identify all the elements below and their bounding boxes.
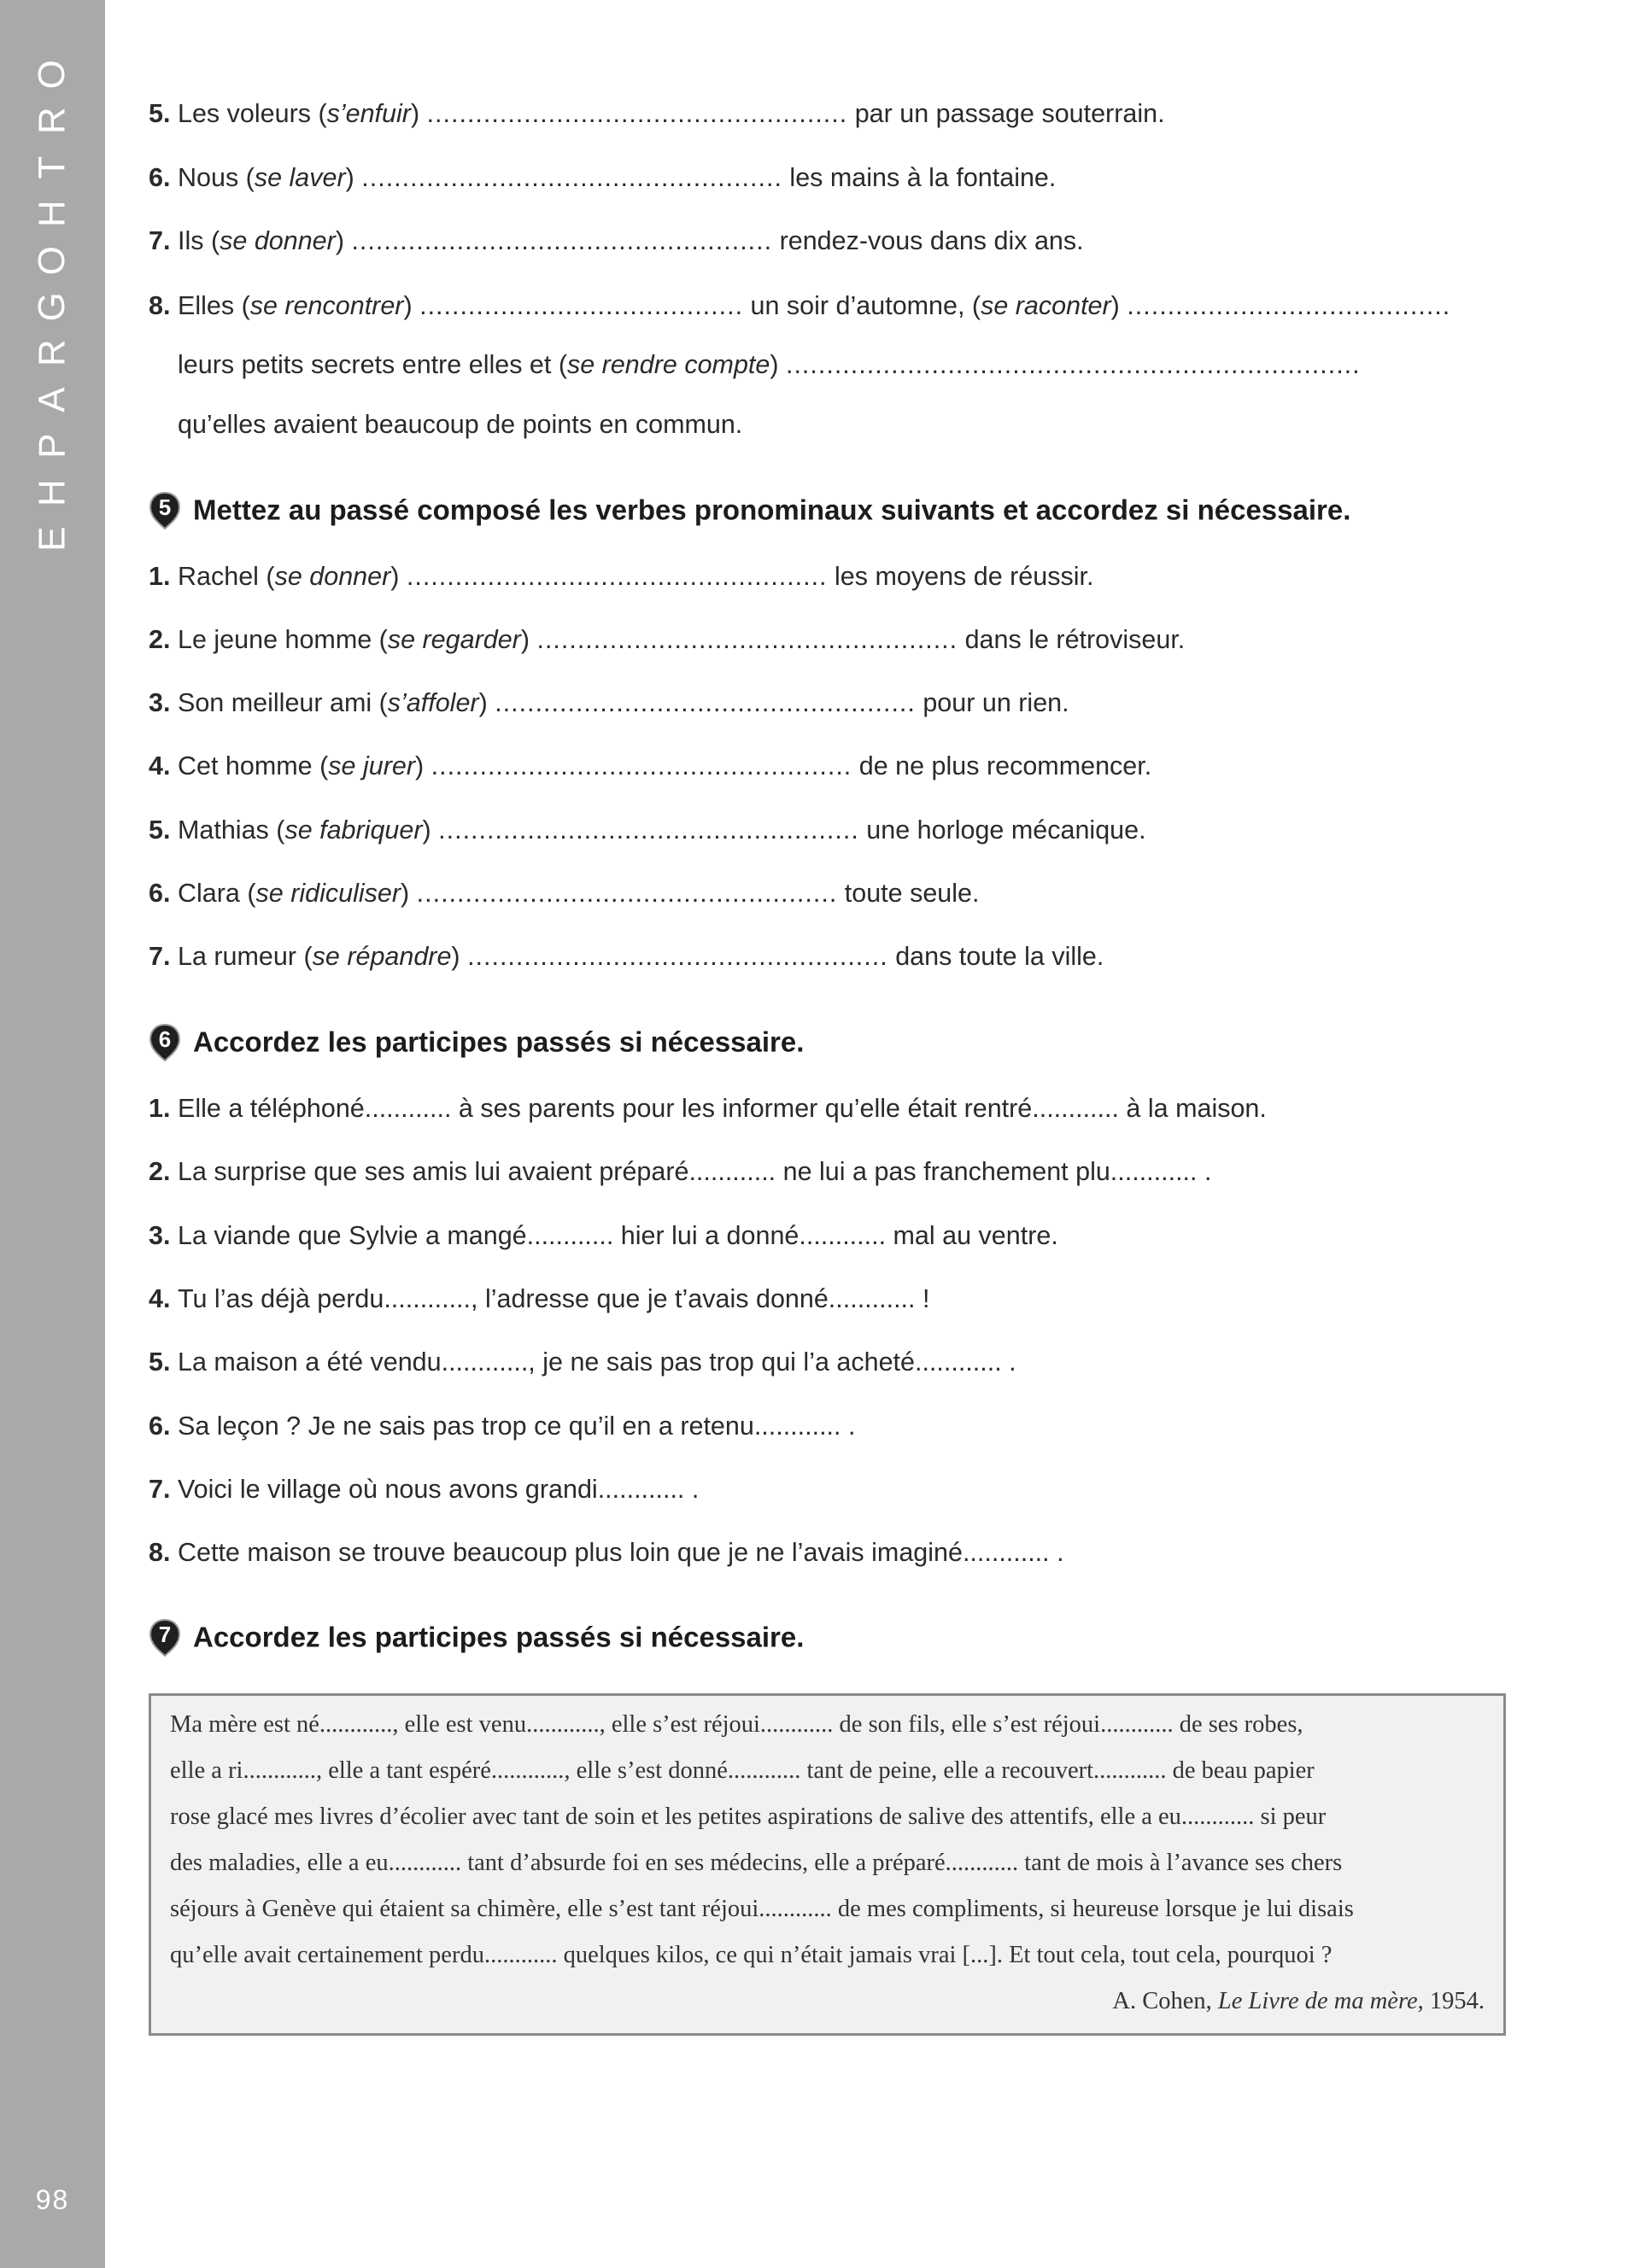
exercise-item — [149, 291, 1450, 321]
item-text: Clara ( — [178, 879, 256, 908]
exercise-item-continuation — [178, 350, 1361, 380]
exercise-item — [149, 99, 1165, 129]
exercise-item — [149, 751, 1151, 781]
item-number: 8. — [149, 291, 171, 320]
verb-infinitive: se répandre — [312, 942, 452, 971]
answer-blank[interactable]: ....................................................................... — [785, 350, 1361, 379]
section-title-letter: E — [31, 526, 73, 552]
excerpt-source — [1112, 1988, 1485, 2015]
section-title-letter: R — [31, 339, 73, 367]
verb-infinitive: s’affoler — [387, 688, 479, 717]
answer-blank[interactable]: .................................................... — [416, 879, 838, 908]
verb-infinitive: se regarder — [387, 625, 521, 654]
item-number: 6. — [149, 163, 171, 192]
item-text: ) — [390, 562, 407, 591]
item-text: rendez-vous dans dix ans. — [772, 226, 1084, 255]
item-text: ) — [335, 226, 352, 255]
exercise-item — [149, 562, 1093, 592]
item-text: Tu l’as déjà perdu............, l’adresse que je t’avais donné............ ! — [178, 1284, 930, 1313]
item-number: 1. — [149, 1094, 171, 1123]
excerpt-line: rose glacé mes livres d’écolier avec tant de soin et les petites aspirations de salive des attentifs, elle a eu............ si peur — [170, 1803, 1327, 1830]
section-title-letter: O — [31, 245, 73, 275]
item-number: 2. — [149, 625, 171, 654]
section-title-vertical — [0, 51, 105, 562]
item-text: Voici le village où nous avons grandi............ . — [178, 1475, 700, 1504]
verb-infinitive: se donner — [274, 562, 391, 591]
exercise-item — [149, 879, 979, 909]
exercise-item — [149, 815, 1146, 845]
exercise-number-badge — [149, 1023, 181, 1061]
exercise-item — [149, 1157, 1211, 1187]
item-text: ) — [478, 688, 495, 717]
verb-infinitive: se donner — [220, 226, 336, 255]
item-text: ) — [770, 350, 786, 379]
item-text: Mathias ( — [178, 815, 285, 845]
item-text: pour un rien. — [915, 688, 1069, 717]
item-text: ) — [410, 99, 427, 128]
answer-blank[interactable]: .................................................... — [426, 99, 848, 128]
exercise-item — [149, 1094, 1267, 1124]
item-text: Les voleurs ( — [178, 99, 327, 128]
exercise-item — [149, 1221, 1058, 1251]
verb-infinitive: se ridiculiser — [255, 879, 401, 908]
exercise-number-badge — [149, 491, 181, 529]
item-number: 2. — [149, 1157, 171, 1186]
item-text: La surprise que ses amis lui avaient préparé............ ne lui a pas franchement plu............ . — [178, 1157, 1212, 1186]
item-text: leurs petits secrets entre elles et ( — [178, 350, 567, 379]
item-number: 4. — [149, 751, 171, 780]
item-text: La rumeur ( — [178, 942, 313, 971]
item-text: Rachel ( — [178, 562, 275, 591]
exercise-item — [149, 1475, 699, 1505]
section-title-letter: H — [31, 478, 73, 506]
item-text: une horloge mécanique. — [858, 815, 1146, 845]
exercise-item — [149, 625, 1185, 655]
item-text: les moyens de réussir. — [827, 562, 1094, 591]
exercise-item-continuation — [178, 410, 742, 440]
exercise-item — [149, 163, 1056, 193]
section-title-letter: T — [31, 155, 73, 179]
section-title-letter: G — [31, 292, 73, 322]
item-text: ) — [345, 163, 362, 192]
exercise-instruction: Accordez les participes passés si nécessaire. — [193, 1026, 805, 1058]
section-title-letter: P — [31, 433, 73, 459]
section-title-letter: R — [31, 107, 73, 135]
answer-blank[interactable]: .................................................... — [361, 163, 782, 192]
item-text: La viande que Sylvie a mangé............ hier lui a donné............ mal au ventre. — [178, 1221, 1058, 1250]
section-title-letter: A — [31, 387, 73, 412]
verb-infinitive: se fabriquer — [284, 815, 423, 845]
item-number: 6. — [149, 879, 171, 908]
item-text: ) — [403, 291, 420, 320]
verb-infinitive: se laver — [254, 163, 346, 192]
answer-blank[interactable]: .................................................... — [467, 942, 888, 971]
exercise-number: 6 — [158, 1026, 172, 1052]
item-text: Nous ( — [178, 163, 255, 192]
item-number: 7. — [149, 1475, 171, 1504]
excerpt-line: Ma mère est né............, elle est venu............, elle s’est réjoui............ de son fils, elle s’est réjoui............ de ses robes, — [170, 1711, 1303, 1738]
item-text: ) — [520, 625, 537, 654]
item-number: 7. — [149, 942, 171, 971]
section-title-letter: H — [31, 200, 73, 228]
exercise-number-badge — [149, 1618, 181, 1656]
item-text: Le jeune homme ( — [178, 625, 388, 654]
item-text: par un passage souterrain. — [847, 99, 1165, 128]
answer-blank[interactable]: ........................................ — [419, 291, 744, 320]
item-text: Sa leçon ? Je ne sais pas trop ce qu’il en a retenu............ . — [178, 1412, 856, 1441]
item-text: Cet homme ( — [178, 751, 329, 780]
exercise-item — [149, 226, 1084, 256]
item-number: 4. — [149, 1284, 171, 1313]
verb-infinitive: se jurer — [328, 751, 415, 780]
exercise-item — [149, 1412, 855, 1441]
exercise-item — [149, 688, 1069, 718]
verb-infinitive: se rendre compte — [567, 350, 770, 379]
answer-blank[interactable]: .................................................... — [438, 815, 859, 845]
item-text: un soir d’automne, ( — [743, 291, 981, 320]
verb-infinitive: s’enfuir — [326, 99, 411, 128]
excerpt-line: elle a ri............, elle a tant espéré............, elle s’est donné............ tant de peine, elle a recouvert............ de beau papier — [170, 1757, 1315, 1784]
exercise-heading — [149, 494, 1350, 531]
item-text: les mains à la fontaine. — [782, 163, 1057, 192]
item-number: 6. — [149, 1412, 171, 1441]
exercise-number: 5 — [158, 494, 172, 520]
item-number: 5. — [149, 1347, 171, 1377]
item-text: ) — [1110, 291, 1128, 320]
item-number: 7. — [149, 226, 171, 255]
item-text: Cette maison se trouve beaucoup plus loin que je ne l’avais imaginé............ . — [178, 1538, 1064, 1567]
item-number: 3. — [149, 688, 171, 717]
item-number: 3. — [149, 1221, 171, 1250]
answer-blank[interactable]: .................................................... — [495, 688, 916, 717]
item-text: ) — [401, 879, 417, 908]
exercise-instruction: Mettez au passé composé les verbes pronominaux suivants et accordez si nécessaire. — [193, 494, 1351, 526]
item-text: Ils ( — [178, 226, 220, 255]
section-title-letter: O — [31, 60, 73, 90]
exercise-item — [149, 942, 1104, 972]
answer-blank[interactable]: .................................................... — [406, 562, 828, 591]
item-text: de ne plus recommencer. — [852, 751, 1152, 780]
item-text: La maison a été vendu............, je ne sais pas trop qui l’a acheté............ . — [178, 1347, 1016, 1377]
excerpt-line: séjours à Genève qui étaient sa chimère, elle s’est tant réjoui............ de mes compliments, si heureuse lorsque je lui disais — [170, 1896, 1354, 1922]
item-text: dans le rétroviseur. — [958, 625, 1186, 654]
verb-infinitive: se raconter — [981, 291, 1111, 320]
item-text: Elle a téléphoné............ à ses parents pour les informer qu’elle était rentré............ à la maison. — [178, 1094, 1267, 1123]
answer-blank[interactable]: .................................................... — [536, 625, 958, 654]
source-year: , 1954. — [1417, 1988, 1485, 2014]
answer-blank[interactable]: .................................................... — [351, 226, 773, 255]
page-number: 98 — [35, 2184, 70, 2215]
item-number: 5. — [149, 815, 171, 845]
item-number: 5. — [149, 99, 171, 128]
exercise-heading — [149, 1026, 804, 1063]
exercise-heading — [149, 1621, 804, 1658]
literary-excerpt-box — [149, 1693, 1506, 2036]
answer-blank[interactable]: .................................................... — [430, 751, 852, 780]
exercise-item — [149, 1284, 929, 1314]
excerpt-line: des maladies, elle a eu............ tant d’absurde foi en ses médecins, elle a préparé............ tant de mois à l’avance ses chers — [170, 1850, 1343, 1876]
exercise-instruction: Accordez les participes passés si nécessaire. — [193, 1621, 805, 1653]
item-text: qu’elles avaient beaucoup de points en commun. — [178, 410, 743, 439]
item-text: toute seule. — [837, 879, 980, 908]
excerpt-line: qu’elle avait certainement perdu............ quelques kilos, ce qui n’était jamais vrai [...]. Et tout cela, tout cela, pourquoi ? — [170, 1942, 1332, 1968]
item-text: dans toute la ville. — [887, 942, 1104, 971]
answer-blank[interactable]: ........................................ — [1127, 291, 1451, 320]
sidebar — [0, 0, 105, 2268]
item-number: 1. — [149, 562, 171, 591]
item-text: Elles ( — [178, 291, 250, 320]
item-text: ) — [422, 815, 439, 845]
verb-infinitive: se rencontrer — [249, 291, 404, 320]
item-number: 8. — [149, 1538, 171, 1567]
source-title: Le Livre de ma mère — [1217, 1988, 1418, 2014]
item-text: Son meilleur ami ( — [178, 688, 388, 717]
source-author: A. Cohen, — [1112, 1988, 1218, 2014]
exercise-item — [149, 1347, 1016, 1377]
exercise-number: 7 — [158, 1622, 172, 1647]
exercise-item — [149, 1538, 1064, 1568]
item-text: ) — [414, 751, 431, 780]
item-text: ) — [451, 942, 468, 971]
